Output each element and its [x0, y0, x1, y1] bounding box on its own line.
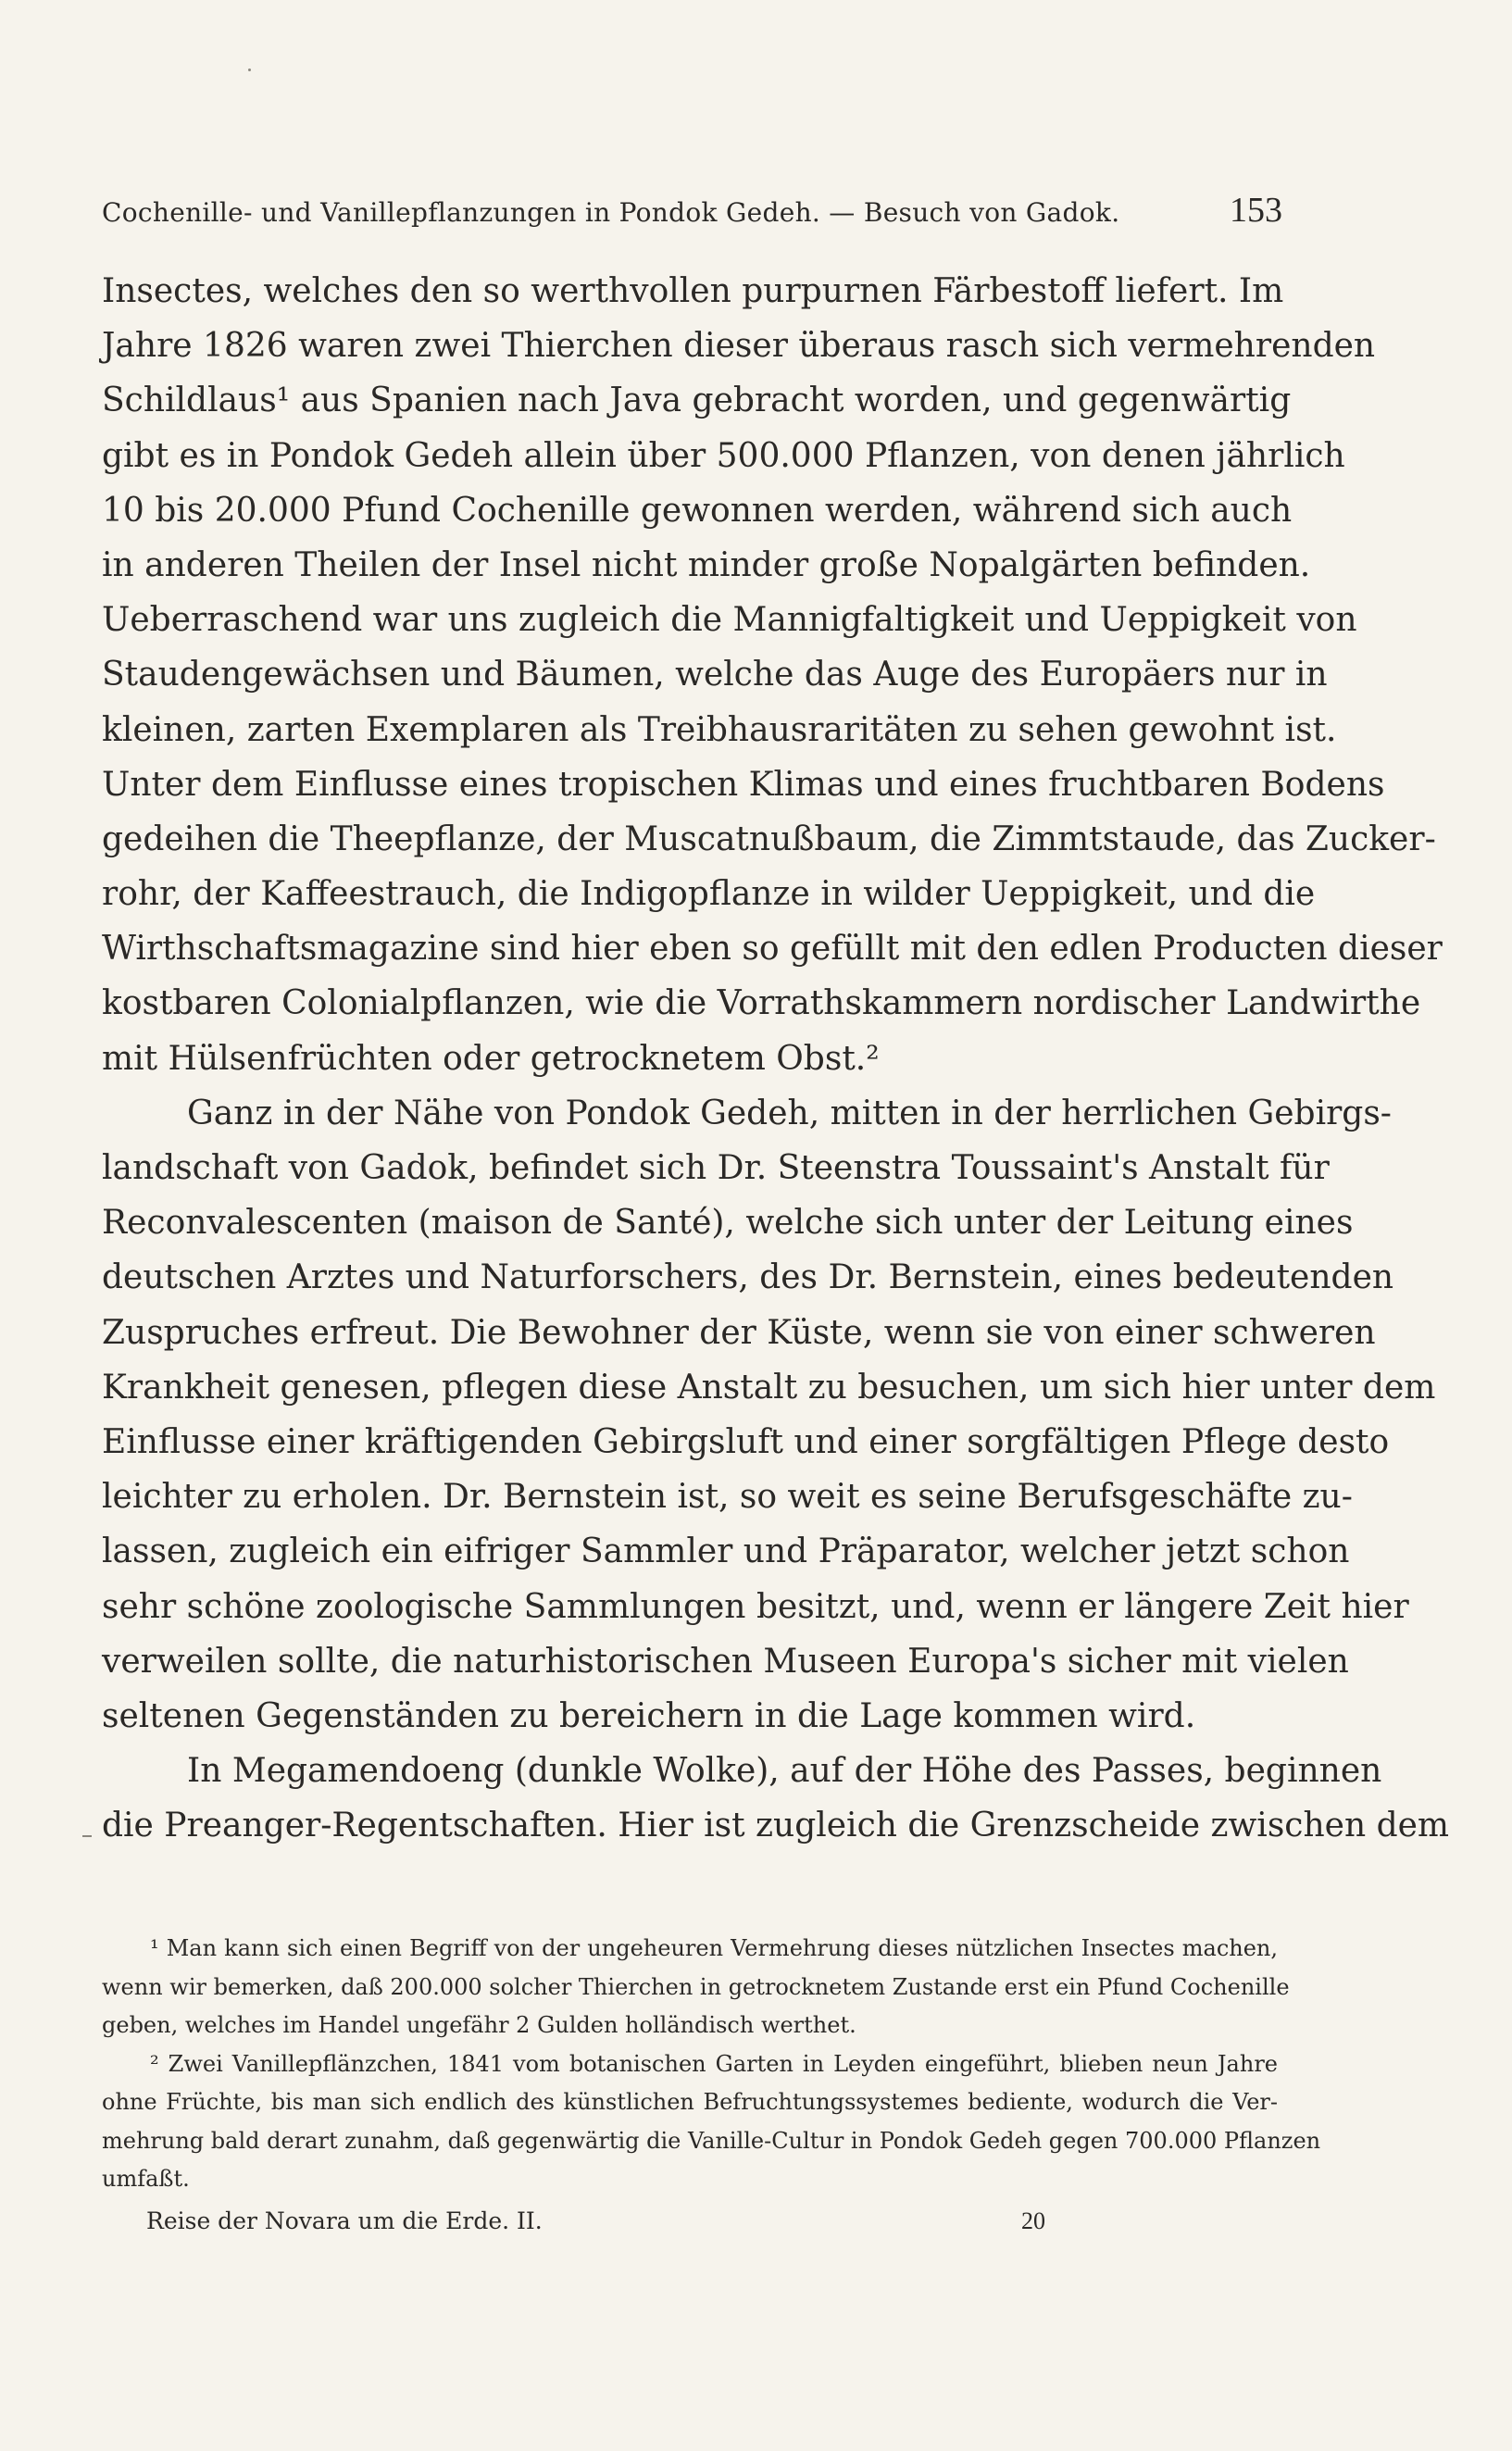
text-line: Reconvalescenten (maison de Santé), welche sich unter der Leitung eines	[102, 1204, 1354, 1243]
footnote-line: ¹ Man kann sich einen Begriff von der ungeheuren Vermehrung dieses nützlichen Insectes machen,	[150, 1935, 1278, 1961]
text-line: Ganz in der Nähe von Pondok Gedeh, mitten in der herrlichen Gebirgs-	[187, 1094, 1392, 1132]
footnote-line: ohne Früchte, bis man sich endlich des künstlichen Befruchtungssystemes bediente, wodurch die Ver-	[102, 2089, 1278, 2115]
text-line: mit Hülsenfrüchten oder getrocknetem Obst.²	[102, 1039, 880, 1078]
text-line: gibt es in Pondok Gedeh allein über 500.000 Pflanzen, von denen jährlich	[102, 436, 1345, 475]
text-line: gedeihen die Theepflanze, der Muscatnußbaum, die Zimmtstaude, das Zucker-	[102, 819, 1436, 858]
footnote-line: wenn wir bemerken, daß 200.000 solcher Thierchen in getrocknetem Zustande erst ein Pfund Cochenille	[102, 1973, 1290, 2000]
text-line: Insectes, welches den so werthvollen purpurnen Färbestoff liefert. Im	[102, 272, 1284, 310]
signature-mark: 20	[1021, 2207, 1045, 2234]
text-line: deutschen Arztes und Naturforschers, des Dr. Bernstein, eines bedeutenden	[102, 1258, 1394, 1297]
text-line: Krankheit genesen, pflegen diese Anstalt zu besuchen, um sich hier unter dem	[102, 1368, 1436, 1407]
text-line: landschaft von Gadok, befindet sich Dr. Steenstra Toussaint's Anstalt für	[102, 1149, 1330, 1187]
footnote-line: mehrung bald derart zunahm, daß gegenwärtig die Vanille-Cultur in Pondok Gedeh gegen 700.000 Pflanzen	[102, 2127, 1321, 2154]
text-line: In Megamendoeng (dunkle Wolke), auf der Höhe des Passes, beginnen	[187, 1752, 1382, 1791]
text-line: Jahre 1826 waren zwei Thierchen dieser überaus rasch sich vermehrenden	[102, 327, 1376, 366]
footnote-line: ² Zwei Vanillepflänzchen, 1841 vom botanischen Garten in Leyden eingeführt, blieben neun Jahre	[150, 2050, 1278, 2077]
text-line: Staudengewächsen und Bäumen, welche das Auge des Europäers nur in	[102, 656, 1328, 694]
text-line: rohr, der Kaffeestrauch, die Indigopflanze in wilder Ueppigkeit, und die	[102, 875, 1316, 914]
text-line: Einflusse einer kräftigenden Gebirgsluft und einer sorgfältigen Pflege desto	[102, 1422, 1390, 1461]
text-line: 10 bis 20.000 Pfund Cochenille gewonnen werden, während sich auch	[102, 491, 1293, 530]
text-line: lassen, zugleich ein eifriger Sammler und Präparator, welcher jetzt schon	[102, 1532, 1350, 1571]
text-line: die Preanger-Regentschaften. Hier ist zugleich die Grenzscheide zwischen dem	[102, 1807, 1450, 1845]
text-line: kostbaren Colonialpflanzen, wie die Vorrathskammern nordischer Landwirthe	[102, 984, 1421, 1023]
text-line: kleinen, zarten Exemplaren als Treibhausraritäten zu sehen gewohnt ist.	[102, 710, 1337, 749]
text-line: Ueberraschend war uns zugleich die Mannigfaltigkeit und Ueppigkeit von	[102, 601, 1357, 640]
text-line: leichter zu erholen. Dr. Bernstein ist, so weit es seine Berufsgeschäfte zu-	[102, 1478, 1353, 1517]
text-line: Schildlaus¹ aus Spanien nach Java gebracht worden, und gegenwärtig	[102, 381, 1292, 420]
footnotes	[102, 1930, 1321, 2199]
text-line: Unter dem Einflusse eines tropischen Klimas und eines fruchtbaren Bodens	[102, 765, 1385, 804]
text-line: sehr schöne zoologische Sammlungen besitzt, und, wenn er längere Zeit hier	[102, 1587, 1409, 1626]
running-title: Cochenille- und Vanillepflanzungen in Pondok Gedeh. — Besuch von Gadok.	[102, 197, 1120, 228]
footnote-line: umfaßt.	[102, 2166, 190, 2192]
text-line: seltenen Gegenständen zu bereichern in die Lage kommen wird.	[102, 1696, 1196, 1735]
text-line: Zuspruches erfreut. Die Bewohner der Küste, wenn sie von einer schweren	[102, 1313, 1376, 1352]
margin-tick	[82, 1835, 92, 1837]
text-line: verweilen sollte, die naturhistorischen Museen Europa's sicher mit vielen	[102, 1642, 1349, 1681]
stray-dot	[248, 69, 251, 71]
page-number: 153	[1230, 191, 1282, 230]
body-text	[102, 264, 1450, 1853]
text-line: in anderen Theilen der Insel nicht minder große Nopalgärten befinden.	[102, 545, 1311, 584]
footnote-line: geben, welches im Handel ungefähr 2 Gulden holländisch werthet.	[102, 2012, 856, 2038]
page-header	[102, 190, 1282, 231]
signature-line: Reise der Novara um die Erde. II.	[146, 2207, 543, 2234]
text-line: Wirthschaftsmagazine sind hier eben so gefüllt mit den edlen Producten dieser	[102, 930, 1443, 969]
